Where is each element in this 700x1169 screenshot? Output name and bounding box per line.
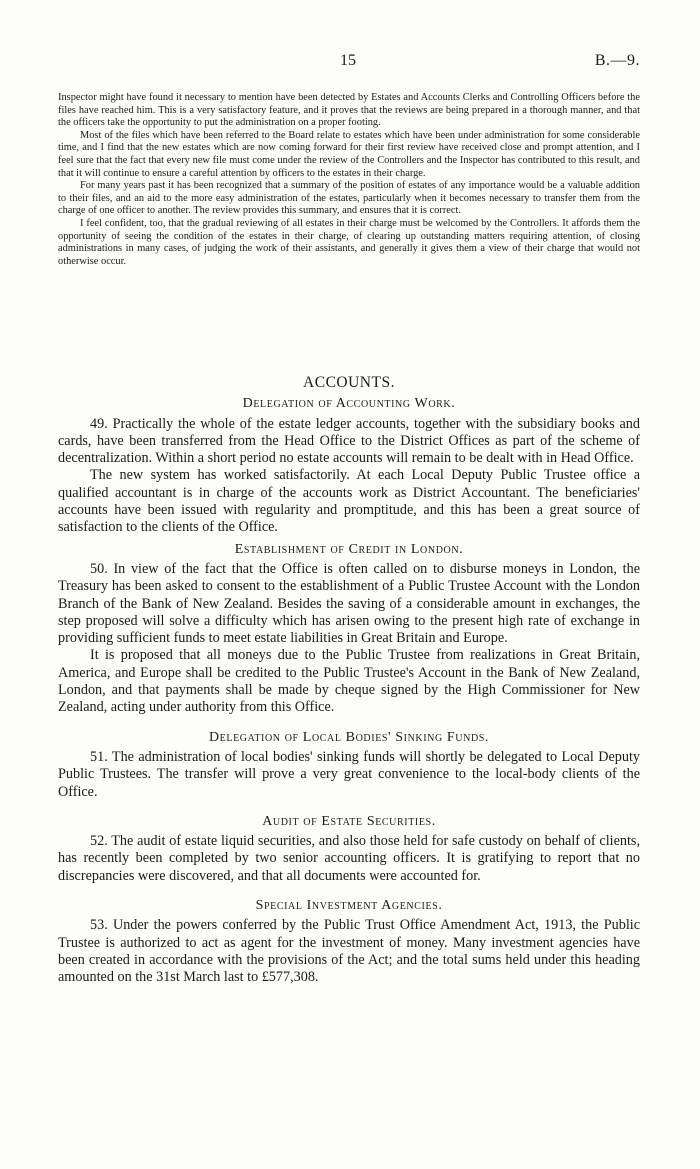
intro-paragraph: For many years past it has been recognized that a summary of the position of estates of any importance would be a valuable addition to their files, and an aid to the more easy administration of the estates, particularly when it becomes necessary to transfer them from the charge of one officer to another. The review provides this summary, and ensures that it is correct. <box>58 180 640 217</box>
document-reference: B.—9. <box>594 52 640 69</box>
paragraph: 49. Practically the whole of the estate ledger accounts, together with the subsidiary books and cards, have been transferred from the Head Office to the District Offices as part of the scheme of decentralization. Within a short period no estate accounts will remain to be dealt with in Head Office. <box>58 415 640 467</box>
subsection-heading: Special Investment Agencies. <box>255 898 443 914</box>
paragraph: It is proposed that all moneys due to the Public Trustee from realizations in Great Britain, America, and Europe shall be credited to the Public Trustee's Account in the Bank of New Zealand, London, and that payments shall be made by cheque signed by the High Commissioner for New Zealand, acting under authority from this Office. <box>58 647 640 716</box>
section-title: ACCOUNTS. <box>303 374 395 391</box>
subsection-heading: Delegation of Accounting Work. <box>242 396 456 412</box>
paragraph: 51. The administration of local bodies' sinking funds will shortly be delegated to Local Deputy Public Trustees. The transfer will prove a very great convenience to the local-body clients of the Office. <box>58 748 640 800</box>
paragraph: 52. The audit of estate liquid securities, and also those held for safe custody on behalf of clients, has recently been completed by two senior accounting officers. It is gratifying to report that no discrepancies were discovered, and that all documents were accounted for. <box>58 833 640 884</box>
intro-paragraph: Most of the files which have been referred to the Board relate to estates which have been under administration for some considerable time, and I find that the new estates which are now coming forward for their first review have received close and prompt attention, and I feel sure that the fact that every new file must come under the review of the Controllers and the Inspector has contributed to this result, and that it will continue to ensure a careful attention by officers to the estates in their charge. <box>58 129 640 179</box>
intro-paragraph: Inspector might have found it necessary to mention have been detected by Estates and Accounts Clerks and Controlling Officers before the files have reached him. This is a very satisfactory feature, and it proves that the reviews are being prepared in a thorough manner, and that the officers take the opportunity to put the administration on a proper footing. <box>58 92 640 129</box>
subsection-heading: Delegation of Local Bodies' Sinking Funds. <box>208 729 490 745</box>
accounts-section <box>58 374 640 987</box>
page-header <box>58 52 640 74</box>
intro-section <box>58 92 640 268</box>
paragraph: 53. Under the powers conferred by the Public Trust Office Amendment Act, 1913, the Public Trustee is authorized to act as agent for the investment of money. Many investment agencies have been created in accordance with the provisions of the Act; and the total sums held under this heading amounted on the 31st March last to £577,308. <box>58 917 640 986</box>
subsection-heading: Audit of Estate Securities. <box>262 813 436 829</box>
page-number: 15 <box>340 52 356 69</box>
intro-paragraph: I feel confident, too, that the gradual reviewing of all estates in their charge must be welcomed by the Controllers. It affords them the opportunity of seeing the condition of the estates in their charge, of clearing up outstanding matters requiring attention, of closing administrations in many cases, of judging the work of their assistants, and generally it gives them a view of their charge that would not otherwise occur. <box>58 217 640 267</box>
subsection-heading: Establishment of Credit in London. <box>234 541 464 557</box>
paragraph: 50. In view of the fact that the Office is often called on to disburse moneys in London, the Treasury has been asked to consent to the establishment of a Public Trustee Account with the London Branch of the Bank of New Zealand. Besides the saving of a considerable amount in exchanges, the step proposed will solve a difficulty which has arisen owing to the present high rate of exchange in providing sufficient funds to meet estate liabilities in Great Britain and Europe. <box>58 560 640 647</box>
paragraph: The new system has worked satisfactorily. At each Local Deputy Public Trustee office a qualified accountant is in charge of the accounts work as District Accountant. The beneficiaries' accounts have been issued with regularity and promptitude, and this has been a great source of satisfaction to the clients of the Office. <box>58 467 640 536</box>
